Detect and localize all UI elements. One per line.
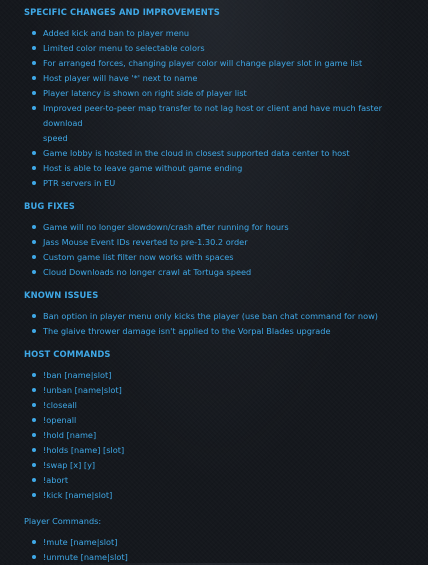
bullet-icon [32, 166, 36, 170]
list-item: !swap [x] [y] [32, 458, 416, 473]
bullet-icon [32, 106, 36, 110]
bullet-icon [32, 329, 36, 333]
bullet-icon [32, 46, 36, 50]
list-item: !abort [32, 473, 416, 488]
list-item: !closeall [32, 398, 416, 413]
known-issues-heading: KNOWN ISSUES [24, 290, 99, 300]
list-item: Custom game list filter now works with spaces [32, 250, 416, 265]
list-item: Player latency is shown on right side of player list [32, 86, 416, 101]
list-item: Limited color menu to selectable colors [32, 41, 416, 56]
bullet-icon [32, 478, 36, 482]
bullet-icon [32, 314, 36, 318]
host-commands-list [24, 368, 416, 503]
bullet-icon [32, 388, 36, 392]
bullet-icon [32, 433, 36, 437]
list-item: !ban [name|slot] [32, 368, 416, 383]
list-item: For arranged forces, changing player color will change player slot in game list [32, 56, 416, 71]
list-item: !holds [name] [slot] [32, 443, 416, 458]
bullet-icon [32, 181, 36, 185]
list-item: Jass Mouse Event IDs reverted to pre-1.30.2 order [32, 235, 416, 250]
host-commands-heading: HOST COMMANDS [24, 349, 111, 359]
list-item: Game will no longer slowdown/crash after running for hours [32, 220, 416, 235]
known-issues-list [24, 309, 416, 339]
bug-fixes-heading: BUG FIXES [24, 201, 75, 211]
player-commands-label: Player Commands: [24, 516, 102, 526]
list-item: Added kick and ban to player menu [32, 26, 416, 41]
specific-changes-heading: SPECIFIC CHANGES AND IMPROVEMENTS [24, 7, 220, 17]
list-item: !hold [name] [32, 428, 416, 443]
bullet-icon [32, 463, 36, 467]
list-item: !unban [name|slot] [32, 383, 416, 398]
specific-changes-list [24, 26, 416, 191]
bug-fixes-list [24, 220, 416, 280]
list-item: Improved peer-to-peer map transfer to not lag host or client and have much faster download speed [32, 101, 416, 146]
bullet-icon [32, 91, 36, 95]
list-item: Host player will have '*' next to name [32, 71, 416, 86]
list-item: !kick [name|slot] [32, 488, 416, 503]
bullet-icon [32, 255, 36, 259]
bullet-icon [32, 76, 36, 80]
bullet-icon [32, 418, 36, 422]
list-item: !mute [name|slot] [32, 535, 416, 550]
player-commands-list [24, 535, 416, 565]
bullet-icon [32, 493, 36, 497]
bullet-icon [32, 540, 36, 544]
list-item: PTR servers in EU [32, 176, 416, 191]
bullet-icon [32, 403, 36, 407]
list-item: The glaive thrower damage isn't applied to the Vorpal Blades upgrade [32, 324, 416, 339]
bullet-icon [32, 270, 36, 274]
list-item: Game lobby is hosted in the cloud in closest supported data center to host [32, 146, 416, 161]
bullet-icon [32, 448, 36, 452]
list-item: Cloud Downloads no longer crawl at Tortuga speed [32, 265, 416, 280]
list-item: Host is able to leave game without game ending [32, 161, 416, 176]
bullet-icon [32, 151, 36, 155]
bullet-icon [32, 61, 36, 65]
bullet-icon [32, 225, 36, 229]
list-item: !unmute [name|slot] [32, 550, 416, 565]
bullet-icon [32, 31, 36, 35]
bullet-icon [32, 373, 36, 377]
bullet-icon [32, 555, 36, 559]
list-item: !openall [32, 413, 416, 428]
list-item: Ban option in player menu only kicks the player (use ban chat command for now) [32, 309, 416, 324]
bullet-icon [32, 240, 36, 244]
